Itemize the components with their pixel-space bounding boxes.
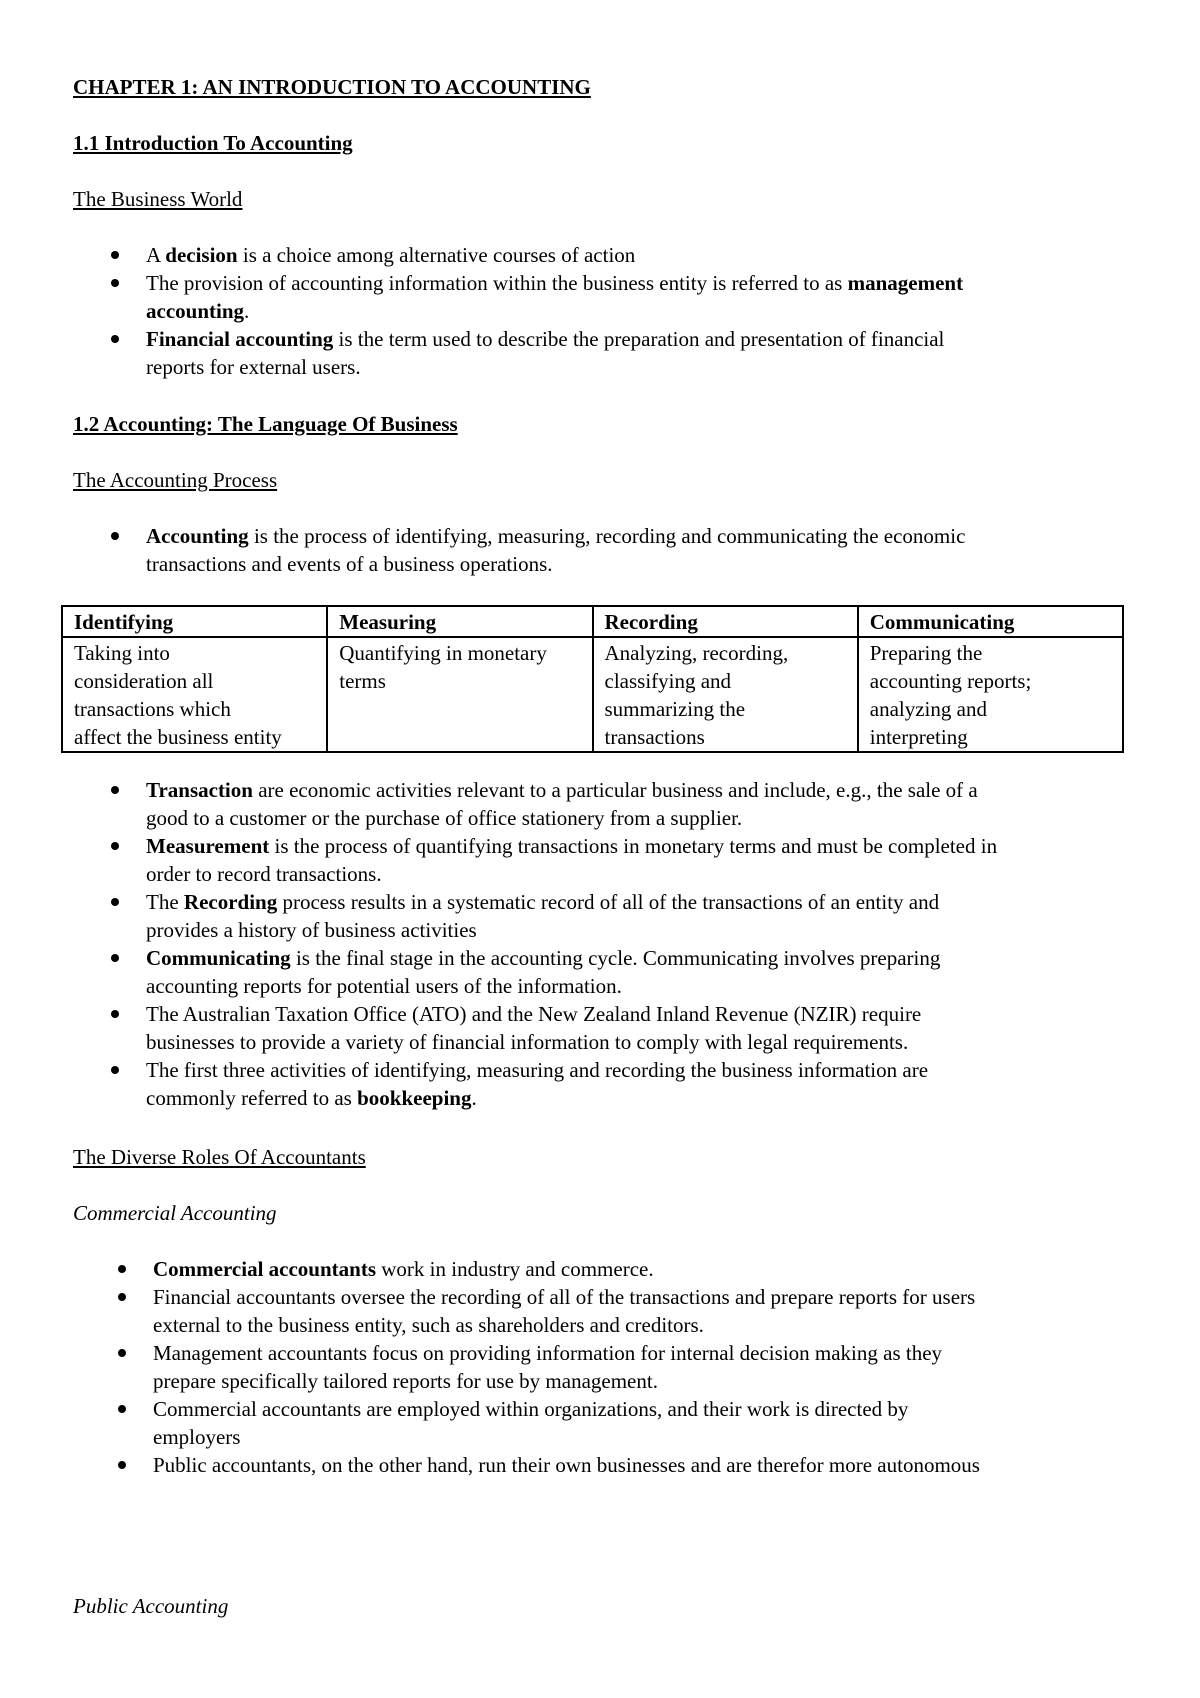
- chapter-title: CHAPTER 1: AN INTRODUCTION TO ACCOUNTING: [73, 75, 591, 99]
- list-item: The Recording process results in a systematic record of all of the transactions of an entity and provides a history of business activities: [73, 888, 997, 944]
- list-item: Management accountants focus on providing information for internal decision making as they prepare specifically tailored reports for use by management.: [73, 1339, 980, 1395]
- accounting-process-subheading: The Accounting Process: [73, 468, 278, 492]
- commercial-accounting-list: [73, 1255, 980, 1479]
- table-cell: Preparing the accounting reports; analyzing and interpreting: [858, 637, 1123, 752]
- section-1-2-heading: 1.2 Accounting: The Language Of Business: [73, 412, 458, 436]
- list-item: Communicating is the final stage in the accounting cycle. Communicating involves preparing accounting reports for potential users of the information.: [73, 944, 997, 1000]
- list-item: The Australian Taxation Office (ATO) and the New Zealand Inland Revenue (NZIR) require businesses to provide a variety of financial information to comply with legal requirements.: [73, 1000, 997, 1056]
- accounting-intro-list: [73, 522, 965, 578]
- list-item: Transaction are economic activities relevant to a particular business and include, e.g., the sale of a good to a customer or the purchase of office stationery from a supplier.: [73, 776, 997, 832]
- business-world-list: [73, 241, 963, 381]
- diverse-roles-subheading: The Diverse Roles Of Accountants: [73, 1145, 366, 1169]
- section-1-1-heading: 1.1 Introduction To Accounting: [73, 131, 353, 155]
- business-world-subheading: The Business World: [73, 187, 243, 211]
- list-item: Commercial accountants work in industry and commerce.: [73, 1255, 980, 1283]
- list-item: The first three activities of identifying, measuring and recording the business information are commonly referred to as bookkeeping.: [73, 1056, 997, 1112]
- accounting-process-table: [61, 605, 1124, 753]
- list-item: Accounting is the process of identifying, measuring, recording and communicating the economic transactions and events of a business operations.: [73, 522, 965, 578]
- list-item: Financial accounting is the term used to describe the preparation and presentation of financial reports for external users.: [73, 325, 963, 381]
- list-item: A decision is a choice among alternative courses of action: [73, 241, 963, 269]
- table-header-row: [62, 606, 1123, 637]
- column-header: Measuring: [327, 606, 592, 637]
- table-cell: Quantifying in monetary terms: [327, 637, 592, 752]
- table-cell: Analyzing, recording, classifying and summarizing the transactions: [593, 637, 858, 752]
- list-item: Public accountants, on the other hand, run their own businesses and are therefor more autonomous: [73, 1451, 980, 1479]
- commercial-accounting-heading: Commercial Accounting: [73, 1201, 277, 1225]
- column-header: Recording: [593, 606, 858, 637]
- list-item: Financial accountants oversee the recording of all of the transactions and prepare reports for users external to the business entity, such as shareholders and creditors.: [73, 1283, 980, 1339]
- list-item: Measurement is the process of quantifying transactions in monetary terms and must be completed in order to record transactions.: [73, 832, 997, 888]
- table-row: [62, 637, 1123, 752]
- table-cell: Taking into consideration all transactions which affect the business entity: [62, 637, 327, 752]
- list-item: The provision of accounting information within the business entity is referred to as management accounting.: [73, 269, 963, 325]
- list-item: Commercial accountants are employed within organizations, and their work is directed by employers: [73, 1395, 980, 1451]
- column-header: Communicating: [858, 606, 1123, 637]
- accounting-process-list: [73, 776, 997, 1112]
- public-accounting-heading: Public Accounting: [73, 1594, 229, 1618]
- column-header: Identifying: [62, 606, 327, 637]
